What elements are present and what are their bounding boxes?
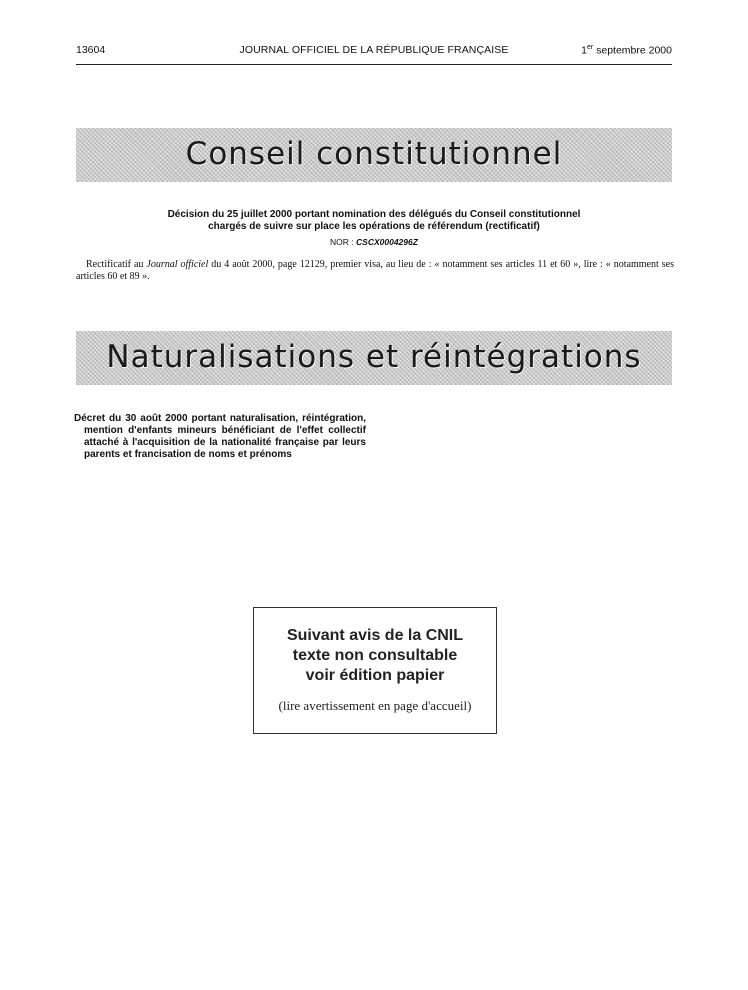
rectificatif-paragraph: Rectificatif au Journal officiel du 4 août 2000, page 12129, premier visa, au lieu de : « notamment ses articles 11 et 60 », lire : « notamment ses articles 60 et 89 ». <box>76 259 674 282</box>
decision-title-line: chargés de suivre sur place les opérations de référendum (rectificatif) <box>208 221 540 232</box>
cnil-notice-line: texte non consultable <box>292 647 458 664</box>
section-banner-conseil <box>76 128 672 182</box>
page-header <box>76 44 672 62</box>
journal-title: JOURNAL OFFICIEL DE LA RÉPUBLIQUE FRANÇAISE <box>239 44 509 56</box>
cnil-notice-box <box>253 607 497 734</box>
section-banner-title: Naturalisations et réintégrations <box>106 339 642 375</box>
decision-title <box>76 209 672 233</box>
cnil-notice-line: voir édition papier <box>305 667 445 684</box>
nor-reference: NOR : CSCX0004296Z <box>330 237 418 247</box>
decret-title: Décret du 30 août 2000 portant naturalisation, réintégration, mention d'enfants mineurs bénéficiant de l'effet collectif attaché à l'acquisition de la nationalité française par leurs parents et francisation de noms et prénoms <box>74 413 366 460</box>
cnil-notice-line: Suivant avis de la CNIL <box>286 627 464 644</box>
journal-reference: Journal officiel <box>146 259 209 270</box>
section-banner-title: Conseil constitutionnel <box>185 136 563 172</box>
section-banner-naturalisations <box>76 331 672 385</box>
page-number: 13604 <box>76 44 106 56</box>
nor-code: CSCX0004296Z <box>356 237 418 247</box>
cnil-notice-note: (lire avertissement en page d'accueil) <box>278 698 472 713</box>
issue-date: 1er septembre 2000 <box>581 44 672 57</box>
header-rule <box>76 64 672 65</box>
decision-title-line: Décision du 25 juillet 2000 portant nomination des délégués du Conseil constitutionnel <box>167 209 581 220</box>
